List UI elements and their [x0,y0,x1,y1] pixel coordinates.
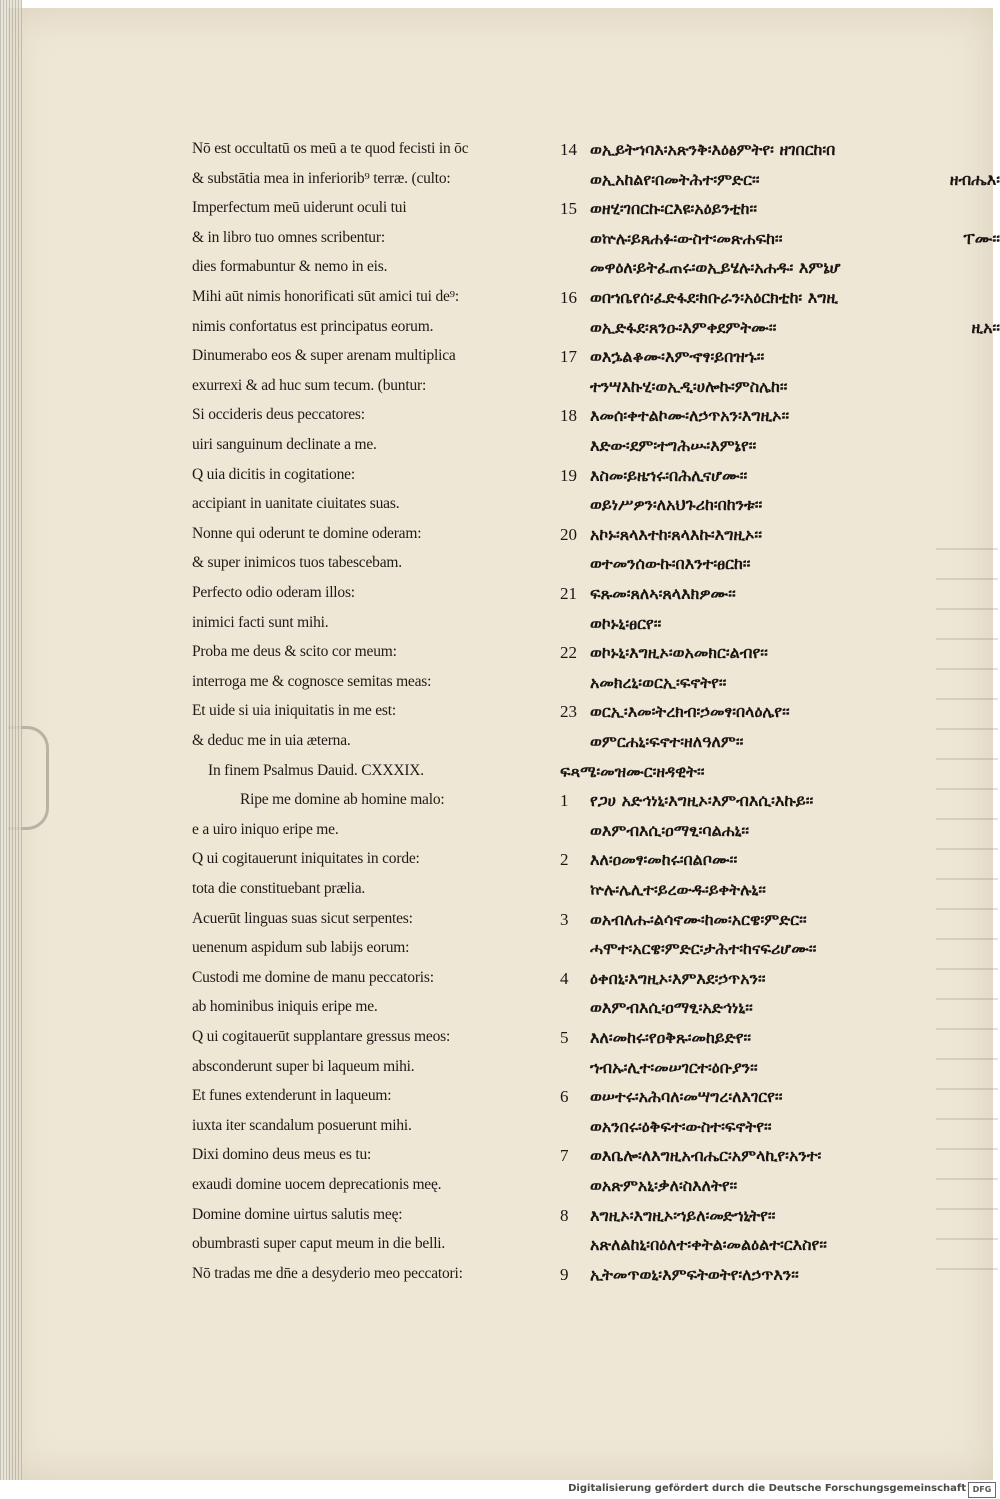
verse-number: 2 [560,850,569,870]
ethiopic-line [560,910,807,930]
ethiopic-text: የጋሀ አድኅነኒ፡እግዚኦ፡እምብእሲ፡እኩይ፡፡ [590,791,814,811]
ethiopic-line [560,732,743,752]
ethiopic-text: ወእምብእሲ፡ዐማፂ፡አድኅነኒ፡፡ [590,998,753,1018]
ethiopic-text: እስመ፡ይዜኀሩ፡በሕሊናሆሙ፡፡ [590,465,748,485]
latin-line: nimis confortatus est principatus eorum. [192,317,434,335]
verse-number: 18 [560,406,577,426]
verse-number: 9 [560,1264,569,1284]
latin-line: Et uide si uia iniquitatis in me est: [192,702,396,720]
ethiopic-line [560,939,816,959]
ethiopic-line [560,850,737,870]
latin-line: interroga me & cognosce semitas meas: [192,672,432,690]
verse-number: 23 [560,702,577,722]
latin-line: obumbrasti super caput meum in die belli. [192,1235,446,1253]
ethiopic-line [560,199,757,219]
ethiopic-text: አኮኑ፡ጸላእተከ፡ጸላእኩ፡እግዚኦ፡፡ [590,524,762,544]
ethiopic-text: ወበኀቤየሰ፡ፈድፋደ፡ክቡራን፡አዕርክቲከ፡ እግዚ [590,288,839,307]
latin-line: & substātia mea in inferiorib⁹ terræ. (culto: [192,169,451,187]
ethiopic-text: እለ፡መከሩ፡የዐቅጹ፡መከይድየ፡፡ [590,1028,752,1047]
ethiopic-line [560,466,747,486]
ethiopic-line [560,880,766,900]
verse-number: 20 [560,524,577,544]
ethiopic-line [560,1058,758,1078]
ethiopic-text: ፍጻሜ፡መዝሙር፡ዘዳዊት፡፡ [560,761,705,781]
ethiopic-text: ወአንበሩ፡ዕቅፍተ፡ውስተ፡ፍኖትየ፡፡ [590,1116,772,1136]
ethiopic-line [560,791,813,811]
ethiopic-line [560,1146,821,1166]
latin-line: Perfecto odio oderam illos: [192,584,355,601]
verse-number: 21 [560,584,577,603]
ethiopic-line [560,821,749,841]
latin-line: Q ui cogitauerunt iniquitates in corde: [192,850,420,868]
ethiopic-text: ወእቤሎ፡ለእግዚአብሔር፡አምላኪየ፡አንተ፡ [590,1146,822,1166]
ethiopic-line [560,762,705,782]
ethiopic-text: ወተመንሰውኩ፡በእንተ፡ፀርከ፡፡ [590,554,751,574]
ethiopic-text: ኵሉ፡ሌሊተ፡ይረውዱ፡ይቀትሉኒ፡፡ [590,880,766,899]
ethiopic-text: እድው፡ደም፡ተግሕሡ፡እምኔየ፡፡ [590,436,757,455]
ethiopic-line [560,1206,775,1226]
line-continuation: ፐሙ፡፡ [963,228,1000,248]
ethiopic-line [560,229,782,249]
ethiopic-line [560,525,762,545]
ethiopic-line [560,377,787,397]
ethiopic-line [560,140,835,160]
ethiopic-text: አጽለልከኒ፡በዕለተ፡ቀትል፡መልዕልተ፡ርእስየ፡፡ [590,1235,827,1255]
ethiopic-line [560,554,750,574]
ethiopic-text: እለ፡ዐመፃ፡መከሩ፡በልቦሙ፡፡ [590,850,738,870]
latin-line: & super inimicos tuos tabescebam. [192,554,402,572]
ethiopic-text: ወእምብእሲ፡ዐማፂ፡ባልሐኒ፡፡ [590,820,749,840]
ethiopic-line [560,998,753,1018]
funding-credit: Digitalisierung gefördert durch die Deutsche Forschungsgemeinschaft [568,1483,966,1494]
latin-line: Dixi domino deus meus es tu: [192,1146,372,1164]
dfg-logo: DFG [968,1482,996,1498]
ethiopic-text: ኀብኡ፡ሊተ፡መሠገርተ፡ዕቡያን፡፡ [590,1057,758,1077]
ethiopic-text: ወኵሉ፡ይጸሐፉ፡ውስተ፡መጽሐፍከ፡፡ [590,228,783,248]
ethiopic-line [560,1117,772,1137]
latin-line: ab hominibus iniquis eripe me. [192,998,378,1016]
ethiopic-text: ኢትመጥወኒ፡እምፍትወትየ፡ለኃጥእን፡፡ [590,1264,799,1284]
verse-number: 5 [560,1028,569,1047]
latin-line: iuxta iter scandalum posuerunt mihi. [192,1116,412,1134]
latin-line: tota die constituebant prælia. [192,880,366,897]
latin-line: accipiant in uanitate ciuitates suas. [192,495,400,513]
ethiopic-text: ወርኢ፡እመ፡ትረክብ፡ኃመፃ፡በላዕሌየ፡፡ [590,702,790,722]
ethiopic-line [560,406,789,426]
latin-line: Et funes extenderunt in laqueum: [192,1087,392,1105]
latin-line: exaudi domine uocem deprecationis meę. [192,1176,442,1193]
ethiopic-line [560,673,726,693]
latin-line: Imperfectum meū uiderunt oculi tui [192,199,407,217]
latin-line: uenenum aspidum sub labijs eorum: [192,939,410,957]
ethiopic-line [560,1265,799,1285]
ethiopic-line [560,495,762,515]
ethiopic-line [560,1235,827,1255]
ethiopic-text: ፍጹመ፡ጸለኣ፡ጸላእክዎሙ፡፡ [590,584,736,603]
ethiopic-text: ወይነሥዎን፡ለአህጉሪከ፡በከንቱ፡፡ [590,495,763,515]
latin-line: absconderunt super bi laqueum mihi. [192,1057,415,1075]
ethiopic-line [560,1028,751,1048]
verse-number: 7 [560,1146,569,1166]
latin-line: Q uia dicitis in cogitatione: [192,465,355,483]
ethiopic-text: ወአብለሑ፡ልሳኖሙ፡ከመ፡አርዌ፡ምድር፡፡ [590,909,807,929]
latin-line: Dinumerabo eos & super arenam multiplica [192,347,456,365]
latin-line: exurrexi & ad huc sum tecum. (buntur: [192,376,427,394]
latin-line: Ripe me domine ab homine malo: [240,791,445,809]
latin-line: dies formabuntur & nemo in eis. [192,258,388,276]
ethiopic-text: ወምርሐኒ፡ፍኖተ፡ዘለዓለም፡፡ [590,732,744,751]
ethiopic-text: እመሰ፡ቀተልኮሙ፡ለኃጥአን፡እግዚኦ፡፡ [590,406,790,426]
verse-number: 14 [560,140,577,159]
ethiopic-text: ወኢይትኀባእ፡አጽንቅ፡እዕፅምትየ፡ ዘገበርከ፡በ [590,140,836,159]
ethiopic-text: ሓሞተ፡አርዌ፡ምድር፡ታሕተ፡ከናፍሪሆሙ፡፡ [590,939,817,959]
ethiopic-text: ወኮኑኒ፡እግዚኦ፡ወአመክር፡ልብየ፡፡ [590,643,768,663]
ethiopic-text: እግዚኦ፡እግዚኦ፡ኀይለ፡መድኀኒትየ፡፡ [590,1205,776,1225]
book-page [8,8,1000,1480]
verse-number: 19 [560,465,577,485]
verse-number: 17 [560,347,577,367]
ethiopic-text: ወኢአከልየ፡በመትሕተ፡ምድር፡፡ [590,169,760,189]
latin-line: Si occideris deus peccatores: [192,406,365,424]
ethiopic-text: ወዘሂ፡ገበርኩ፡ርእዩ፡አዕይንቲከ፡፡ [590,199,758,219]
latin-line: inimici facti sunt mihi. [192,613,329,631]
ethiopic-line [560,1176,737,1196]
verse-number: 15 [560,199,577,219]
verse-number: 8 [560,1205,569,1225]
digitization-footer [0,1480,1000,1499]
ethiopic-line [560,288,838,308]
ethiopic-text: ዕቀበኒ፡እግዚኦ፡እምእደ፡ኃጥአን፡፡ [590,968,766,988]
ethiopic-line [560,258,841,278]
latin-line: Domine domine uirtus salutis meę: [192,1205,403,1223]
verse-number: 6 [560,1087,569,1107]
ethiopic-line [560,436,756,456]
ethiopic-line [560,584,736,604]
verse-number: 22 [560,643,577,663]
verse-number: 16 [560,288,577,307]
ethiopic-line [560,702,790,722]
verse-number: 3 [560,909,569,929]
ethiopic-text: ወአጽምአኒ፡ቃለ፡ስእለትየ፡፡ [590,1176,738,1195]
ethiopic-line [560,170,760,190]
latin-line: Q ui cogitauerūt supplantare gressus meos: [192,1028,451,1045]
latin-line: uiri sanguinum declinate a me. [192,436,377,453]
ethiopic-text: ወሠተሩ፡አሕባለ፡መሣግረ፡ለእገርየ፡፡ [590,1087,783,1107]
latin-line: & deduc me in uia æterna. [192,732,351,749]
verse-number: 4 [560,968,569,988]
ethiopic-text: አመክረኒ፡ወርኢ፡ፍኖትየ፡፡ [590,672,727,692]
line-continuation: ዘብሔእ፡ [949,169,1000,189]
latin-line: Proba me deus & scito cor meum: [192,643,397,661]
latin-line: Nonne qui oderunt te domine oderam: [192,524,422,542]
latin-line: In finem Psalmus Dauid. CXXXIX. [208,761,424,779]
latin-line: Acuerūt linguas suas sicut serpentes: [192,909,413,927]
ethiopic-text: መዋዕለ፡ይትፈጠሩ፡ወኢይሄሉ፡አሐዱ፡ እምኔሆ [590,258,841,278]
latin-line: e a uiro iniquo eripe me. [192,820,339,838]
ethiopic-text: ወኮኑኒ፡ፀርየ፡፡ [590,613,662,633]
line-continuation: ዚአ፡፡ [971,317,1000,337]
ethiopic-line [560,969,766,989]
latin-line: & in libro tuo omnes scribentur: [192,228,385,246]
ethiopic-text: ተንሣእኩሂ፡ወኢዲ፡ሀሎኩ፡ምስሌከ፡፡ [590,376,788,396]
ethiopic-line [560,347,764,367]
ethiopic-text: ወኢድፋደ፡ጸንዑ፡እምቀደምትሙ፡፡ [590,317,777,337]
ethiopic-line [560,318,776,338]
bleed-through-text [936,548,998,1288]
latin-line: Custodi me domine de manu peccatoris: [192,968,434,986]
ethiopic-text: ወእኌልቆሙ፡እምኆፃ፡ይበዝኁ፡፡ [590,347,765,367]
stacked-page-edges [0,0,22,1480]
ethiopic-line [560,614,661,634]
latin-line: Nō tradas me dn̄e a desyderio meo peccatori: [192,1264,463,1282]
ethiopic-line [560,1087,782,1107]
ethiopic-line [560,643,768,663]
verse-number: 1 [560,791,569,811]
latin-line: Mihi aūt nimis honorificati sūt amici tui de⁹: [192,288,459,305]
latin-line: Nō est occultatū os meū a te quod fecisti in ōc [192,140,469,157]
